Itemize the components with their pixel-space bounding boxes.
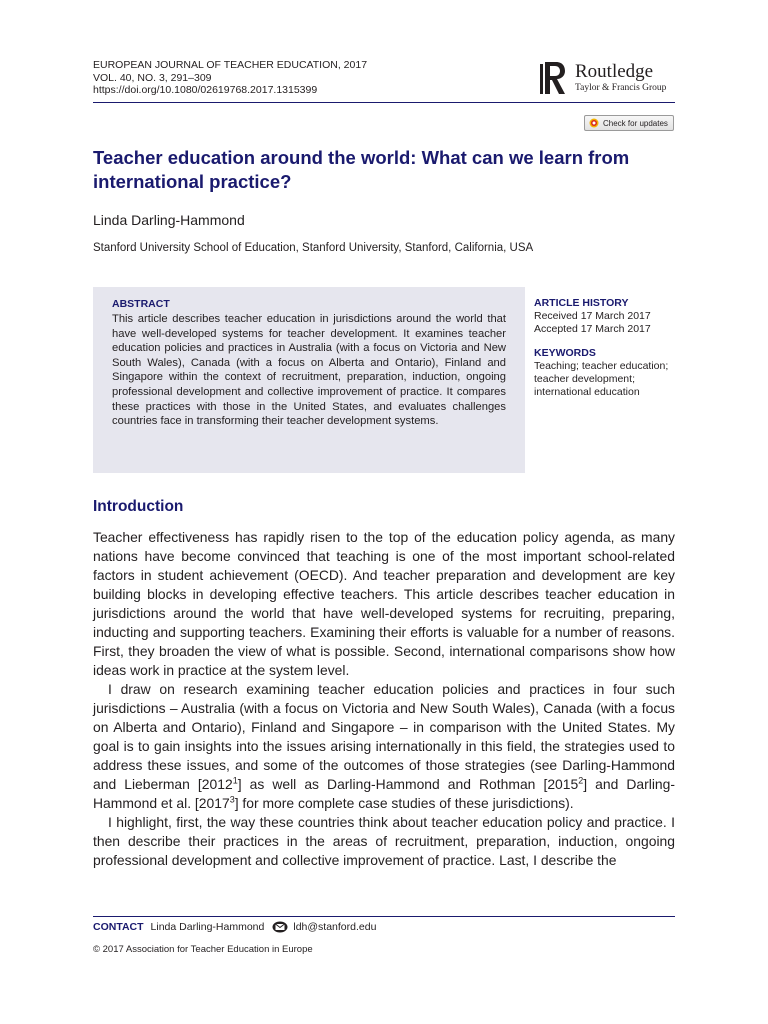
history-label: ARTICLE HISTORY xyxy=(534,297,629,309)
received-date: Received 17 March 2017 xyxy=(534,310,651,322)
paragraph-3: I highlight, first, the way these countries think about teacher education policy and practice. I then describe their practices in the areas of recruitment, preparation, induction, ongoing professional development and collective improvement of practice. Last, I describe the xyxy=(93,814,675,868)
introduction-heading: Introduction xyxy=(93,498,184,515)
abstract-text: This article describes teacher education in jurisdictions around the world that have well-developed systems for teacher development. It examines teacher education policies and practices in Australia (with a focus on Victoria and New South Wales), Canada (with a focus on Alberta and Ontario), Finland and Singapore within the context of recruitment, preparation, induction, ongoing professional development and collective improvement of practice. It compares these practices with those in the United States, and evaluates challenges countries face in transforming their teacher development systems. xyxy=(112,313,506,428)
article-page xyxy=(93,0,675,1024)
logo-name: Routledge xyxy=(575,61,654,82)
keyword-line: teacher development; xyxy=(534,373,635,385)
contact-label: CONTACT xyxy=(93,921,144,933)
envelope-icon xyxy=(272,921,288,933)
keywords-label: KEYWORDS xyxy=(534,347,596,359)
doi-link[interactable]: https://doi.org/10.1080/02619768.2017.1315399 xyxy=(93,84,318,96)
author-affiliation: Stanford University School of Education, Stanford University, Stanford, California, USA xyxy=(93,242,534,254)
header-divider xyxy=(93,102,675,103)
abstract-box xyxy=(93,287,525,473)
citation-link[interactable]: 2015$^2$ xyxy=(547,775,584,792)
journal-name: EUROPEAN JOURNAL OF TEACHER EDUCATION, 2017 xyxy=(93,59,368,71)
check-updates-icon xyxy=(589,118,599,128)
contact-name: Linda Darling-Hammond xyxy=(150,921,265,933)
footer-divider xyxy=(93,916,675,917)
citation-link[interactable]: 2012$^1$ xyxy=(201,775,238,792)
routledge-logo-icon xyxy=(539,58,569,98)
paragraph-2: I draw on research examining teacher education policies and practices in four such jurisdictions – Australia (with a focus on Victoria and New South Wales), Canada (with a focus on Alberta and Ontario), Finland and Singapore – in comparison with the United States. My goal is to gain insights into the issues arising internationally in this field, the strategies used to address these issues, and some of the outcomes of those strategies (see Darling-Hammond and Lieberman [2012$^1$] as well as Darling-Hammond and Rothman [2015$^2$] and Darling-Hammond et al. [2017$^3$] for more complete case studies of these jurisdictions). xyxy=(93,681,676,811)
abstract-label: ABSTRACT xyxy=(112,298,170,310)
journal-header xyxy=(93,59,367,97)
contact-line xyxy=(93,921,376,933)
check-updates-label: Check for updates xyxy=(603,118,668,128)
copyright-notice: © 2017 Association for Teacher Education in Europe xyxy=(93,944,313,955)
article-sidebar xyxy=(534,297,679,399)
keyword-line: Teaching; teacher education; xyxy=(534,360,669,372)
article-title: Teacher education around the world: What can we learn from international practice? xyxy=(93,147,630,192)
accepted-date: Accepted 17 March 2017 xyxy=(534,323,651,335)
routledge-logo xyxy=(539,58,679,98)
citation-link[interactable]: 2017$^3$ xyxy=(198,794,235,811)
check-updates-button[interactable] xyxy=(584,115,674,131)
volume-info: VOL. 40, NO. 3, 291–309 xyxy=(93,71,212,84)
article-author[interactable]: Linda Darling-Hammond xyxy=(93,212,245,228)
paragraph-1: Teacher effectiveness has rapidly risen to the top of the education policy agenda, as many nations have become convinced that teaching is one of the most important school-related factors in student achievement (OECD). And teacher preparation and development are key building blocks in developing effective teachers. This article describes teacher education in jurisdictions around the world that have well-developed systems for recruiting, preparing, inducting and supporting teachers. Examining their efforts is valuable for a number of reasons. First, they broaden the view of what is possible. Second, international comparisons show how ideas work in practice at the system level. xyxy=(93,529,675,678)
logo-subtitle: Taylor & Francis Group xyxy=(575,83,667,93)
contact-email[interactable]: ldh@stanford.edu xyxy=(293,921,377,933)
introduction-body xyxy=(93,528,675,870)
keyword-line: international education xyxy=(534,386,640,398)
